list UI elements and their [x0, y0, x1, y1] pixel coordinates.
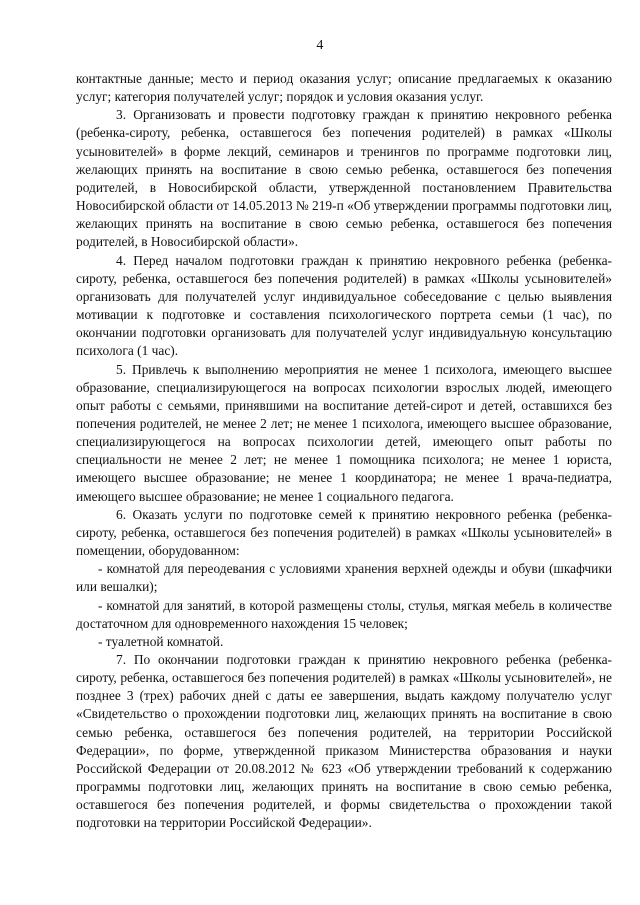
- paragraph-item-3: 3. Организовать и провести подготовку граждан к принятию некровного ребенка (ребенка-сироту, ребенка, оставшегося без попечения родителей) в рамках «Школы усыновителей» в форме лекций, семинаров и тренингов по программе подготовки лиц, желающих принять на воспитание в свою семью ребенка, оставшегося без попечения родителей, в Новосибирской области, утвержденной постановлением Правительства Новосибирской области от 14.05.2013 № 219-п «Об утверждении программы подготовки лиц, желающих принять на воспитание в свою семью ребенка, оставшегося без попечения родителей, в Новосибирской области».: [76, 107, 612, 250]
- paragraph-item-6: 6. Оказать услуги по подготовке семей к принятию некровного ребенка (ребенка-сироту, ребенка, оставшегося без попечения родителей) в рамках «Школы усыновителей» в помещении, оборудованном:: [76, 506, 612, 559]
- paragraph-continuation: контактные данные; место и период оказания услуг; описание предлагаемых к оказанию услуг; категория получателей услуг; порядок и условия оказания услуг.: [76, 71, 612, 105]
- paragraph-item-5: 5. Привлечь к выполнению мероприятия не менее 1 психолога, имеющего высшее образование, специализирующегося на вопросах психологии взрослых людей, имеющего опыт работы с семьями, принявшими на воспитание детей-сирот и детей, оставшихся без попечения родителей, не менее 2 лет; не менее 1 психолога, имеющего высшее образование, специализирующегося на вопросах психологии детей, имеющего опыт работы по специальности не менее 2 лет; не менее 1 помощника психолога; не менее 1 юриста, имеющего высшее образование; не менее 1 координатора; не менее 1 врача-педиатра, имеющего высшее образование; не менее 1 социального педагога.: [76, 361, 612, 504]
- paragraph-item-7: 7. По окончании подготовки граждан к принятию некровного ребенка (ребенка-сироту, ребенка, оставшегося без попечения родителей) в рамках «Школы усыновителей», не позднее 3 (трех) рабочих дней с даты ее завершения, выдать каждому получателю услуг «Свидетельство о прохождении подготовки лиц, желающих принять на воспитание в свою семью ребенка, оставшегося без попечения родителей, на территории Российской Федерации», по форме, утвержденной приказом Министерства образования и науки Российской Федерации от 20.08.2012 № 623 «Об утверждении требований к содержанию программы подготовки лиц, желающих принять на воспитание в свою семью ребенка, оставшегося без попечения родителей, и формы свидетельства о прохождении такой подготовки на территории Российской Федерации».: [76, 652, 612, 831]
- paragraph-item-4: 4. Перед началом подготовки граждан к принятию некровного ребенка (ребенка-сироту, ребенка, оставшегося без попечения родителей) в рамках «Школы усыновителей» организовать для получателей услуг индивидуальное собеседование с целью выявления мотивации к подготовке и составления психологического портрета семьи (1 час), по окончании подготовки организовать для получателей услуг индивидуальную консультацию психолога (1 час).: [76, 252, 612, 359]
- list-item-restroom: - туалетной комнатой.: [98, 633, 224, 649]
- page-number: 4: [316, 38, 324, 53]
- list-item-dressing-room: - комнатой для переодевания с условиями хранения верхней одежды и обуви (шкафчики или вешалки);: [76, 561, 612, 595]
- list-item-class-room: - комнатой для занятий, в которой размещены столы, стулья, мягкая мебель в количестве достаточном для одновременного нахождения 15 человек;: [76, 597, 612, 631]
- document-body: [76, 70, 612, 833]
